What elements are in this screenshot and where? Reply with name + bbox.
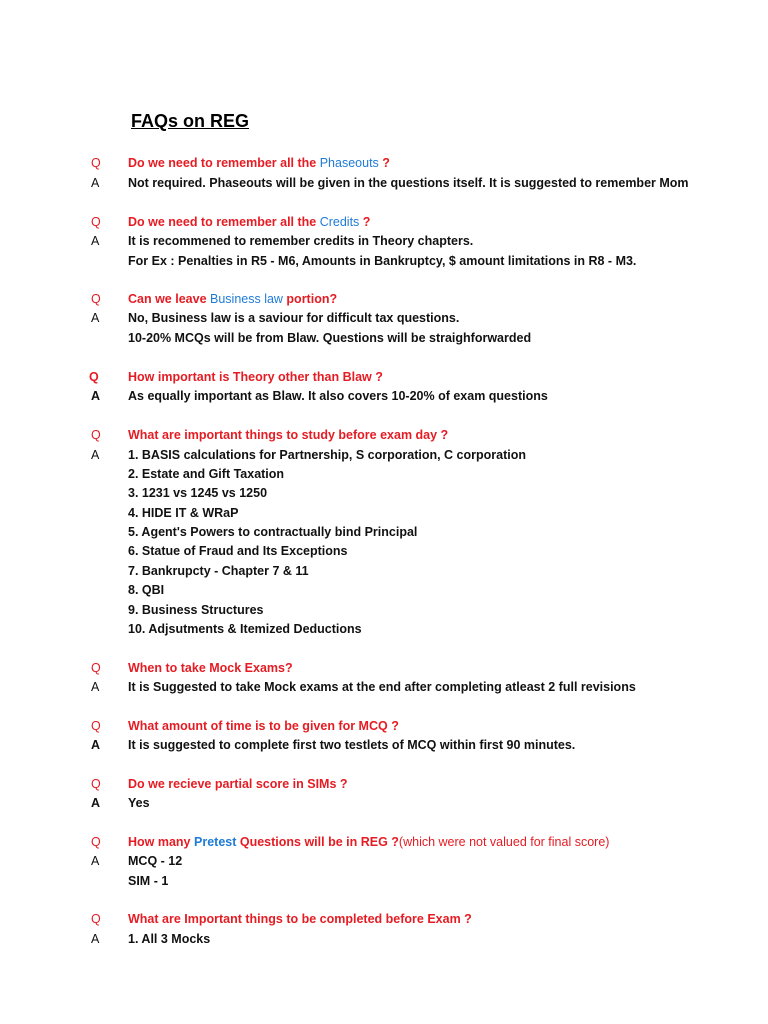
faq-answer-9-line-2: [0, 872, 768, 891]
question-text: When to take Mock Exams?: [128, 661, 293, 675]
answer-line: For Ex : Penalties in R5 - M6, Amounts in Bankruptcy, $ amount limitations in R8 - M3.: [128, 254, 637, 268]
list-item-row: [0, 465, 768, 484]
list-item: 9. Business Structures: [128, 603, 264, 617]
faq-answer-7: [0, 736, 768, 755]
list-item: 6. Statue of Fraud and Its Exceptions: [128, 544, 348, 558]
question-text: How many: [128, 835, 194, 849]
a-marker: A: [91, 234, 100, 248]
q-marker: Q: [91, 428, 101, 442]
list-item: 10. Adjsutments & Itemized Deductions: [128, 622, 362, 636]
question-text: Do we need to remember all the: [128, 156, 320, 170]
a-marker: A: [91, 389, 101, 403]
a-marker: A: [91, 796, 101, 810]
q-marker: Q: [91, 661, 101, 675]
list-item: 4. HIDE IT & WRaP: [128, 506, 239, 520]
faq-question-8: [0, 775, 768, 794]
answer-line: No, Business law is a saviour for difficult tax questions.: [128, 311, 460, 325]
list-item-row: [0, 542, 768, 561]
faq-answer-3: [0, 309, 768, 328]
list-item: 1. BASIS calculations for Partnership, S corporation, C corporation: [128, 448, 526, 462]
faq-answer-9: [0, 852, 768, 871]
answer-line: 10-20% MCQs will be from Blaw. Questions will be straighforwarded: [128, 331, 532, 345]
faq-answer-5: [0, 446, 768, 465]
a-marker: A: [91, 854, 100, 868]
a-marker: A: [91, 176, 100, 190]
faq-answer-10: [0, 930, 768, 949]
answer-line: MCQ - 12: [128, 854, 183, 868]
question-text: Do we recieve partial score in SIMs ?: [128, 777, 348, 791]
a-marker: A: [91, 738, 101, 752]
q-marker: Q: [91, 777, 101, 791]
q-marker: Q: [91, 719, 101, 733]
faq-question-4: [0, 368, 768, 387]
faq-answer-2: [0, 232, 768, 251]
a-marker: A: [91, 680, 100, 694]
answer-line: 1. All 3 Mocks: [128, 932, 211, 946]
faq-answer-6: [0, 678, 768, 697]
list-item-row: [0, 523, 768, 542]
q-marker: Q: [91, 292, 101, 306]
list-item-row: [0, 504, 768, 523]
faq-question-2: [0, 213, 768, 232]
question-text: Do we need to remember all the: [128, 215, 320, 229]
q-marker: Q: [91, 835, 101, 849]
list-item: 5. Agent's Powers to contractually bind Principal: [128, 525, 418, 539]
faq-answer-8: [0, 794, 768, 813]
q-marker: Q: [91, 156, 101, 170]
list-item: 3. 1231 vs 1245 vs 1250: [128, 486, 268, 500]
question-text-mid: Questions will be in REG ?: [236, 835, 399, 849]
list-item: 8. QBI: [128, 583, 165, 597]
document-title: FAQs on REG: [131, 111, 250, 131]
answer-line: It is Suggested to take Mock exams at the end after completing atleast 2 full revisions: [128, 680, 636, 694]
question-text: What are Important things to be completed before Exam ?: [128, 912, 472, 926]
question-highlight: Phaseouts: [319, 156, 379, 170]
answer-line: It is suggested to complete first two testlets of MCQ within first 90 minutes.: [128, 738, 576, 752]
faq-question-7: [0, 717, 768, 736]
list-item-row: [0, 620, 768, 639]
question-highlight: Credits: [319, 215, 360, 229]
faq-question-1: [0, 154, 768, 173]
list-item-row: [0, 562, 768, 581]
answer-line: As equally important as Blaw. It also covers 10-20% of exam questions: [128, 389, 548, 403]
faq-question-6: [0, 659, 768, 678]
question-highlight: Business law: [210, 292, 283, 306]
q-marker: Q: [91, 912, 101, 926]
question-text: What amount of time is to be given for MCQ ?: [128, 719, 399, 733]
faq-question-5: [0, 426, 768, 445]
list-item-row: [0, 581, 768, 600]
faq-question-3: [0, 290, 768, 309]
answer-line: It is recommened to remember credits in Theory chapters.: [128, 234, 474, 248]
faq-answer-2-line-2: [0, 252, 768, 271]
a-marker: A: [91, 311, 100, 325]
question-highlight: Pretest: [194, 835, 237, 849]
question-text-end: ?: [378, 156, 390, 170]
question-text-end: ?: [359, 215, 371, 229]
answer-line: SIM - 1: [128, 874, 169, 888]
a-marker: A: [91, 448, 100, 462]
a-marker: A: [91, 932, 100, 946]
faq-answer-1: [0, 174, 768, 193]
answer-line: Yes: [128, 796, 150, 810]
question-text: What are important things to study before exam day ?: [128, 428, 449, 442]
faq-answer-4: [0, 387, 768, 406]
question-note: (which were not valued for final score): [398, 835, 610, 849]
list-item: 2. Estate and Gift Taxation: [128, 467, 285, 481]
answer-line: Not required. Phaseouts will be given in the questions itself. It is suggested to remember Mom: [128, 176, 689, 190]
faq-answer-3-line-2: [0, 329, 768, 348]
q-marker: Q: [89, 370, 99, 384]
q-marker: Q: [91, 215, 101, 229]
faq-question-9: [0, 833, 768, 852]
question-text-end: portion?: [282, 292, 338, 306]
list-item-row: [0, 484, 768, 503]
faq-question-10: [0, 910, 768, 929]
question-text: Can we leave: [128, 292, 210, 306]
list-item: 7. Bankrupcty - Chapter 7 & 11: [128, 564, 309, 578]
list-item-row: [0, 601, 768, 620]
question-text: How important is Theory other than Blaw ?: [128, 370, 383, 384]
